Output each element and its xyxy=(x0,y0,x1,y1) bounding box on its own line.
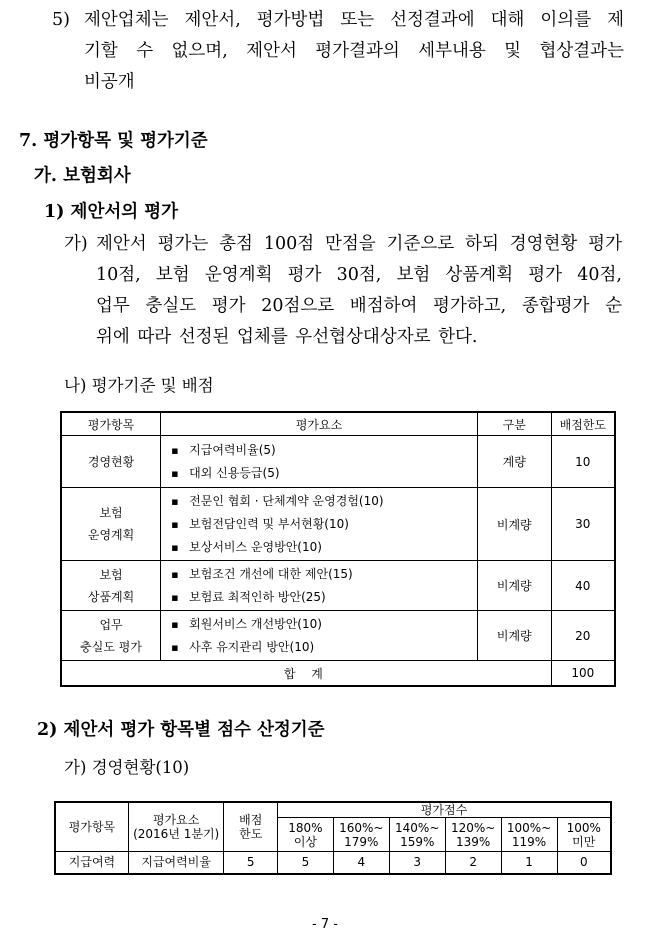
header-item: 평가항목 xyxy=(55,802,128,852)
para-ga2-heading: 가) 경영현황(10) xyxy=(64,758,190,777)
score-cell: 20 xyxy=(551,611,615,661)
type-cell: 비계량 xyxy=(477,488,551,561)
intro-number: 5) xyxy=(52,10,70,30)
category-cell: 보험 상품계획 xyxy=(61,561,161,611)
score-cell: 30 xyxy=(551,488,615,561)
table-row xyxy=(61,611,615,661)
type-cell: 계량 xyxy=(477,436,551,488)
header-cell: 평가요소 xyxy=(161,412,478,436)
bullet-item: ▪ 보험조건 개선에 대한 제안(15) xyxy=(171,563,473,586)
table-row xyxy=(61,488,615,561)
element-cell: 지급여력비율 xyxy=(128,852,223,874)
table-row xyxy=(61,561,615,611)
bullet-item: ▪ 전문인 협회 · 단체계약 운영경험(10) xyxy=(171,490,473,513)
para-ga-line: 10점, 보험 운영계획 평가 30점, 보험 상품계획 평가 40점, xyxy=(96,265,622,285)
type-cell: 비계량 xyxy=(477,561,551,611)
bullet-item: ▪ 회원서비스 개선방안(10) xyxy=(171,613,473,636)
score-cell: 2 xyxy=(445,852,501,874)
para-ga-line: 위에 따라 선정된 업체를 우선협상대상자로 한다. xyxy=(96,327,478,347)
header-element: 평가요소 (2016년 1분기) xyxy=(128,802,223,852)
para-na-heading: 나) 평가기준 및 배점 xyxy=(64,376,214,395)
subsection-1-heading: 1) 제안서의 평가 xyxy=(44,202,179,222)
range-cell: 140%~ 159% xyxy=(389,818,445,852)
header-cell: 배점한도 xyxy=(551,412,615,436)
range-cell: 120%~ 139% xyxy=(445,818,501,852)
para-ga-number: 가) xyxy=(64,234,88,254)
range-cell: 100% 미만 xyxy=(557,818,611,852)
total-row xyxy=(61,661,615,687)
header-max-score: 배점 한도 xyxy=(224,802,278,852)
score-cell: 4 xyxy=(333,852,389,874)
page-number: - 7 - xyxy=(312,917,338,932)
table2-header-row xyxy=(55,802,611,818)
para-ga-body xyxy=(96,229,622,353)
intro-line: 비공개 xyxy=(84,72,135,92)
total-label: 합 계 xyxy=(61,661,551,687)
intro-line: 기할 수 없으며, 제안서 평가결과의 세부내용 및 협상결과는 xyxy=(84,41,624,61)
header-cell: 구분 xyxy=(477,412,551,436)
category-cell: 보험 운영계획 xyxy=(61,488,161,561)
financial-status-table xyxy=(54,801,612,875)
items-cell xyxy=(161,611,478,661)
intro-line: 제안업체는 제안서, 평가방법 또는 선정결과에 대해 이의를 제 xyxy=(84,10,624,30)
table-row xyxy=(55,852,611,874)
subsection-2-heading: 2) 제안서 평가 항목별 점수 산정기준 xyxy=(37,720,325,740)
max-cell: 5 xyxy=(224,852,278,874)
item-cell: 지급여력 xyxy=(55,852,128,874)
items-cell xyxy=(161,488,478,561)
table-row xyxy=(61,436,615,488)
para-ga-line: 제안서 평가는 총점 100점 만점을 기준으로 하되 경영현황 평가 xyxy=(96,234,622,254)
header-score-group: 평가점수 xyxy=(278,802,611,818)
bullet-item: ▪ 보상서비스 운영방안(10) xyxy=(171,536,473,559)
category-cell: 경영현황 xyxy=(61,436,161,488)
items-cell xyxy=(161,436,478,488)
score-cell: 5 xyxy=(278,852,334,874)
score-cell: 1 xyxy=(501,852,557,874)
range-cell: 180% 이상 xyxy=(278,818,334,852)
bullet-item: ▪ 사후 유지관리 방안(10) xyxy=(171,636,473,659)
bullet-item: ▪ 지급여력비율(5) xyxy=(171,439,473,462)
category-cell: 업무 충실도 평가 xyxy=(61,611,161,661)
table-header-row xyxy=(61,412,615,436)
header-cell: 평가항목 xyxy=(61,412,161,436)
score-cell: 0 xyxy=(557,852,611,874)
score-cell: 40 xyxy=(551,561,615,611)
intro-paragraph xyxy=(84,5,624,98)
subsection-ga-heading: 가. 보험회사 xyxy=(34,166,131,186)
section-7-heading: 7. 평가항목 및 평가기준 xyxy=(19,131,208,151)
range-cell: 100%~ 119% xyxy=(501,818,557,852)
para-ga-line: 업무 충실도 평가 20점으로 배점하여 평가하고, 종합평가 순 xyxy=(96,296,622,316)
bullet-item: ▪ 대외 신용등급(5) xyxy=(171,462,473,485)
score-cell: 10 xyxy=(551,436,615,488)
bullet-item: ▪ 보험전담인력 및 부서현황(10) xyxy=(171,513,473,536)
evaluation-criteria-table xyxy=(60,411,616,687)
range-cell: 160%~ 179% xyxy=(333,818,389,852)
total-score: 100 xyxy=(551,661,615,687)
type-cell: 비계량 xyxy=(477,611,551,661)
score-cell: 3 xyxy=(389,852,445,874)
items-cell xyxy=(161,561,478,611)
bullet-item: ▪ 보험료 최적인하 방안(25) xyxy=(171,586,473,609)
